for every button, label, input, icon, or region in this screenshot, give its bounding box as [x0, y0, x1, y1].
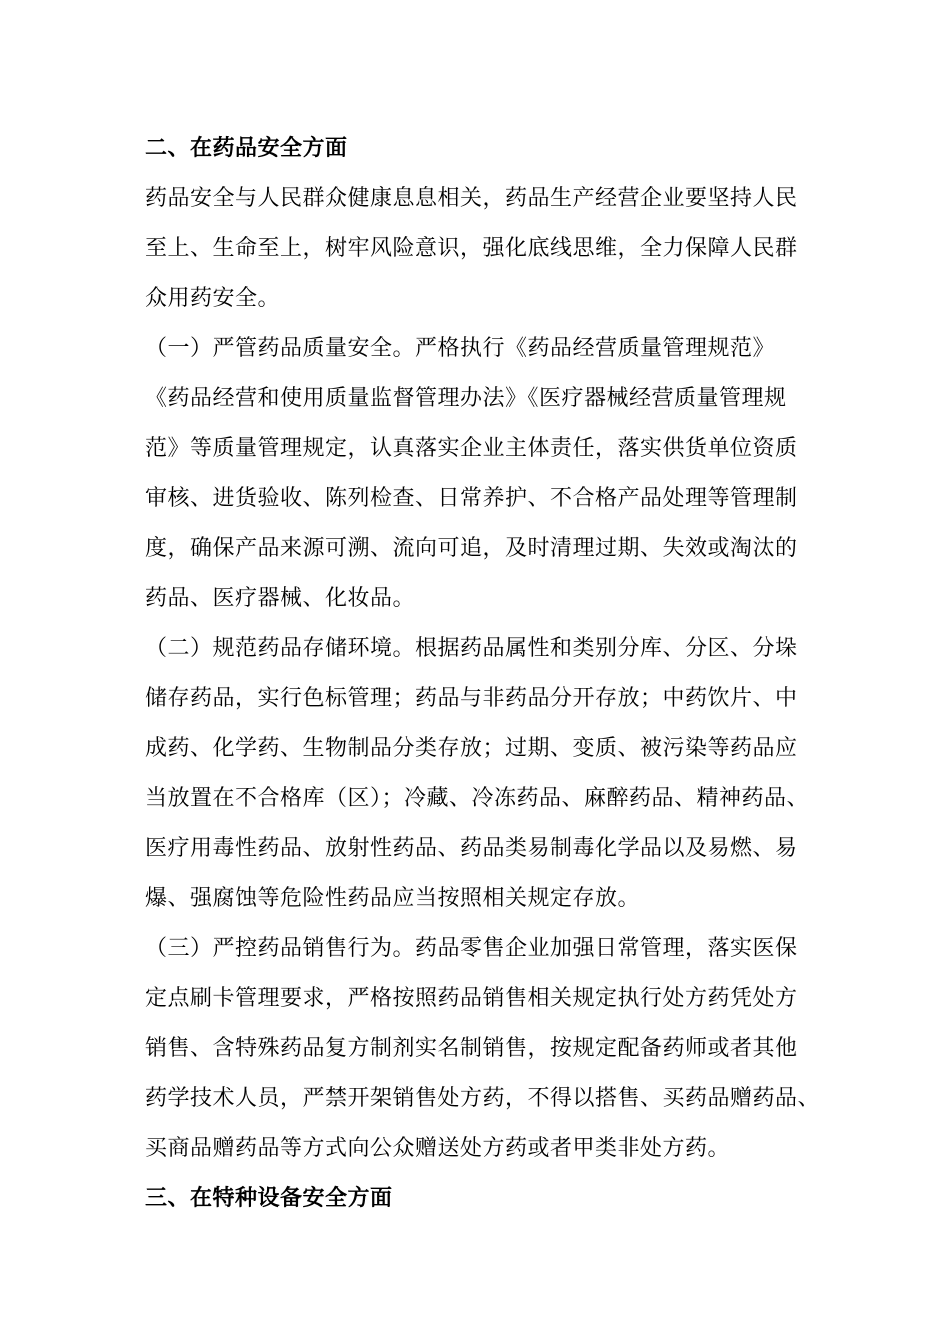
paragraph-line: 度，确保产品来源可溯、流向可追，及时清理过期、失效或淘汰的 — [145, 536, 798, 561]
paragraph-line: 药品安全与人民群众健康息息相关，药品生产经营企业要坚持人民 — [145, 186, 798, 211]
paragraph-line: 审核、进货验收、陈列检查、日常养护、不合格产品处理等管理制 — [145, 486, 798, 511]
paragraph-line: 范》等质量管理规定，认真落实企业主体责任，落实供货单位资质 — [145, 436, 798, 461]
paragraph-line: 医疗用毒性药品、放射性药品、药品类易制毒化学品以及易燃、易 — [145, 836, 798, 861]
paragraph-line: 当放置在不合格库（区）；冷藏、冷冻药品、麻醉药品、精神药品、 — [145, 786, 810, 811]
paragraph-line: 药学技术人员，严禁开架销售处方药，不得以搭售、买药品赠药品、 — [145, 1086, 821, 1111]
paragraph-line: （二）规范药品存储环境。根据药品属性和类别分库、分区、分垛 — [145, 636, 798, 661]
paragraph-line: （一）严管药品质量安全。严格执行《药品经营质量管理规范》 — [145, 336, 776, 361]
paragraph-line: 定点刷卡管理要求，严格按照药品销售相关规定执行处方药凭处方 — [145, 986, 798, 1011]
paragraph-line: 销售、含特殊药品复方制剂实名制销售，按规定配备药师或者其他 — [145, 1036, 798, 1061]
paragraph-line: 至上、生命至上，树牢风险意识，强化底线思维，全力保障人民群 — [145, 236, 798, 261]
paragraph-line: 药品、医疗器械、化妆品。 — [145, 586, 416, 611]
paragraph-line: 买商品赠药品等方式向公众赠送处方药或者甲类非处方药。 — [145, 1136, 731, 1161]
section-heading: 三、在特种设备安全方面 — [145, 1186, 393, 1211]
paragraph-line: 成药、化学药、生物制品分类存放；过期、变质、被污染等药品应 — [145, 736, 798, 761]
paragraph-line: 爆、强腐蚀等危险性药品应当按照相关规定存放。 — [145, 886, 641, 911]
section-heading: 二、在药品安全方面 — [145, 136, 348, 161]
paragraph-line: 储存药品，实行色标管理；药品与非药品分开存放；中药饮片、中 — [145, 686, 798, 711]
paragraph-line: （三）严控药品销售行为。药品零售企业加强日常管理，落实医保 — [145, 936, 798, 961]
paragraph-line: 众用药安全。 — [145, 286, 281, 311]
paragraph-line: 《药品经营和使用质量监督管理办法》《医疗器械经营质量管理规 — [145, 386, 787, 411]
